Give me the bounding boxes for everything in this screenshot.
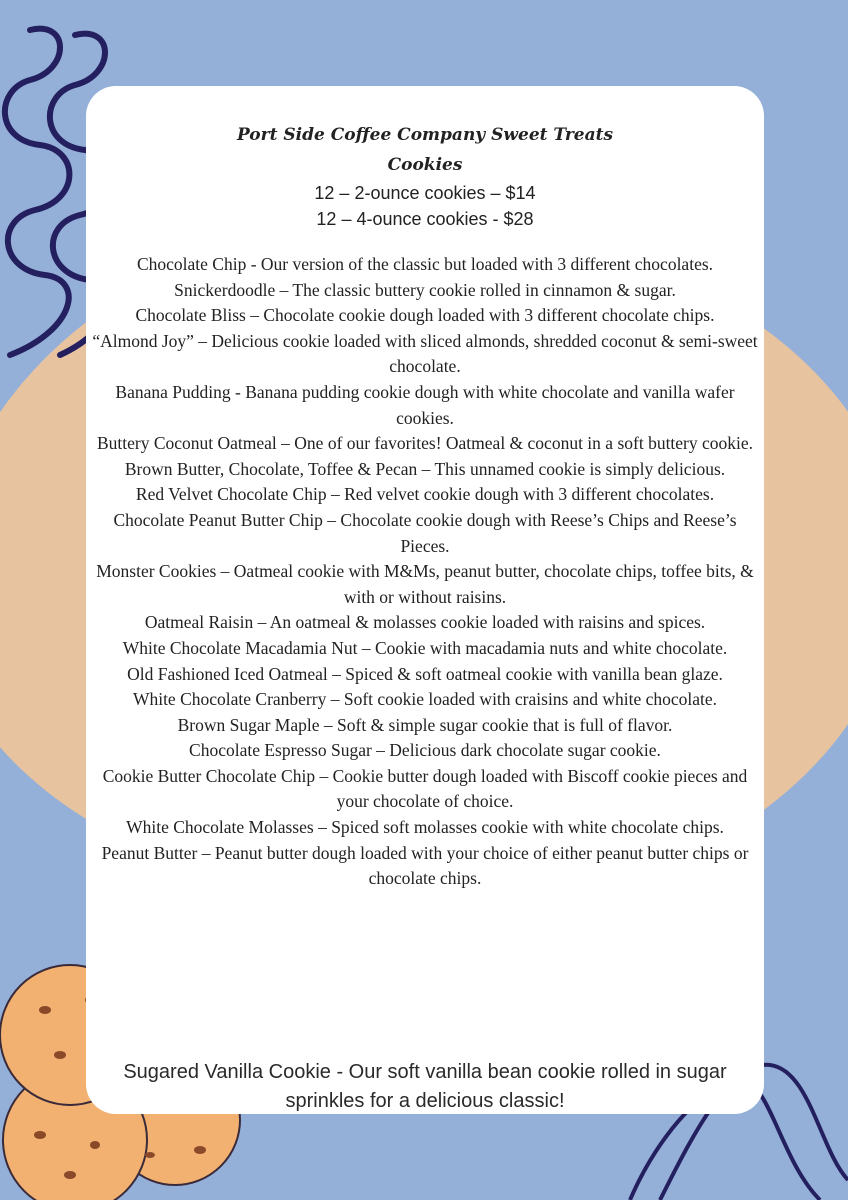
cookie-item: Old Fashioned Iced Oatmeal – Spiced & soft oatmeal cookie with vanilla bean glaze. (127, 663, 723, 684)
cookie-item: Cookie Butter Chocolate Chip – Cookie butter dough loaded with Biscoff cookie pieces and your chocolate of choice. (102, 765, 748, 812)
cookie-item: Buttery Coconut Oatmeal – One of our favorites! Oatmeal & coconut in a soft buttery cookie. (96, 433, 754, 454)
cookie-item: White Chocolate Molasses – Spiced soft molasses cookie with white chocolate chips. (126, 817, 724, 838)
menu-content (86, 120, 764, 892)
menu-subtitle: Cookies (387, 155, 463, 175)
cookie-item: Red Velvet Chocolate Chip – Red velvet cookie dough with 3 different chocolates. (135, 484, 715, 505)
cookie-item: White Chocolate Macadamia Nut – Cookie with macadamia nuts and white chocolate. (122, 637, 728, 658)
cookie-item: “Almond Joy” – Delicious cookie loaded with sliced almonds, shredded coconut & semi-sweet chocolate. (92, 330, 758, 377)
cookie-item: Banana Pudding - Banana pudding cookie dough with white chocolate and vanilla wafer cookies. (115, 381, 735, 428)
cookie-item: Chocolate Peanut Butter Chip – Chocolate cookie dough with Reese’s Chips and Reese’s Pieces. (113, 509, 737, 556)
cookie-item: Chocolate Espresso Sugar – Delicious dark chocolate sugar cookie. (189, 740, 661, 761)
cookie-item: Brown Sugar Maple – Soft & simple sugar cookie that is full of flavor. (177, 714, 673, 735)
cookie-item: Oatmeal Raisin – An oatmeal & molasses cookie loaded with raisins and spices. (144, 612, 706, 633)
price-line: 12 – 4-ounce cookies - $28 (316, 209, 534, 229)
price-line: 12 – 2-ounce cookies – $14 (314, 183, 536, 203)
cookie-item: Peanut Butter – Peanut butter dough loaded with your choice of either peanut butter chips or chocolate chips. (101, 842, 749, 889)
menu-title: Port Side Coffee Company Sweet Treats (236, 125, 614, 145)
featured-cookie-note: Sugared Vanilla Cookie - Our soft vanilla bean cookie rolled in sugar sprinkles for a delicious classic! (123, 1061, 727, 1112)
cookie-item: Snickerdoodle – The classic buttery cookie rolled in cinnamon & sugar. (174, 279, 676, 300)
cookie-item: Brown Butter, Chocolate, Toffee & Pecan – This unnamed cookie is simply delicious. (124, 458, 726, 479)
cookie-list (86, 252, 764, 892)
cookie-item: Chocolate Bliss – Chocolate cookie dough loaded with 3 different chocolate chips. (135, 305, 715, 326)
cookie-item: Chocolate Chip - Our version of the classic but loaded with 3 different chocolates. (136, 254, 714, 274)
cookie-item: Monster Cookies – Oatmeal cookie with M&Ms, peanut butter, chocolate chips, toffee bits, & with or without raisins. (96, 561, 754, 607)
cookie-item: White Chocolate Cranberry – Soft cookie loaded with craisins and white chocolate. (132, 689, 718, 710)
